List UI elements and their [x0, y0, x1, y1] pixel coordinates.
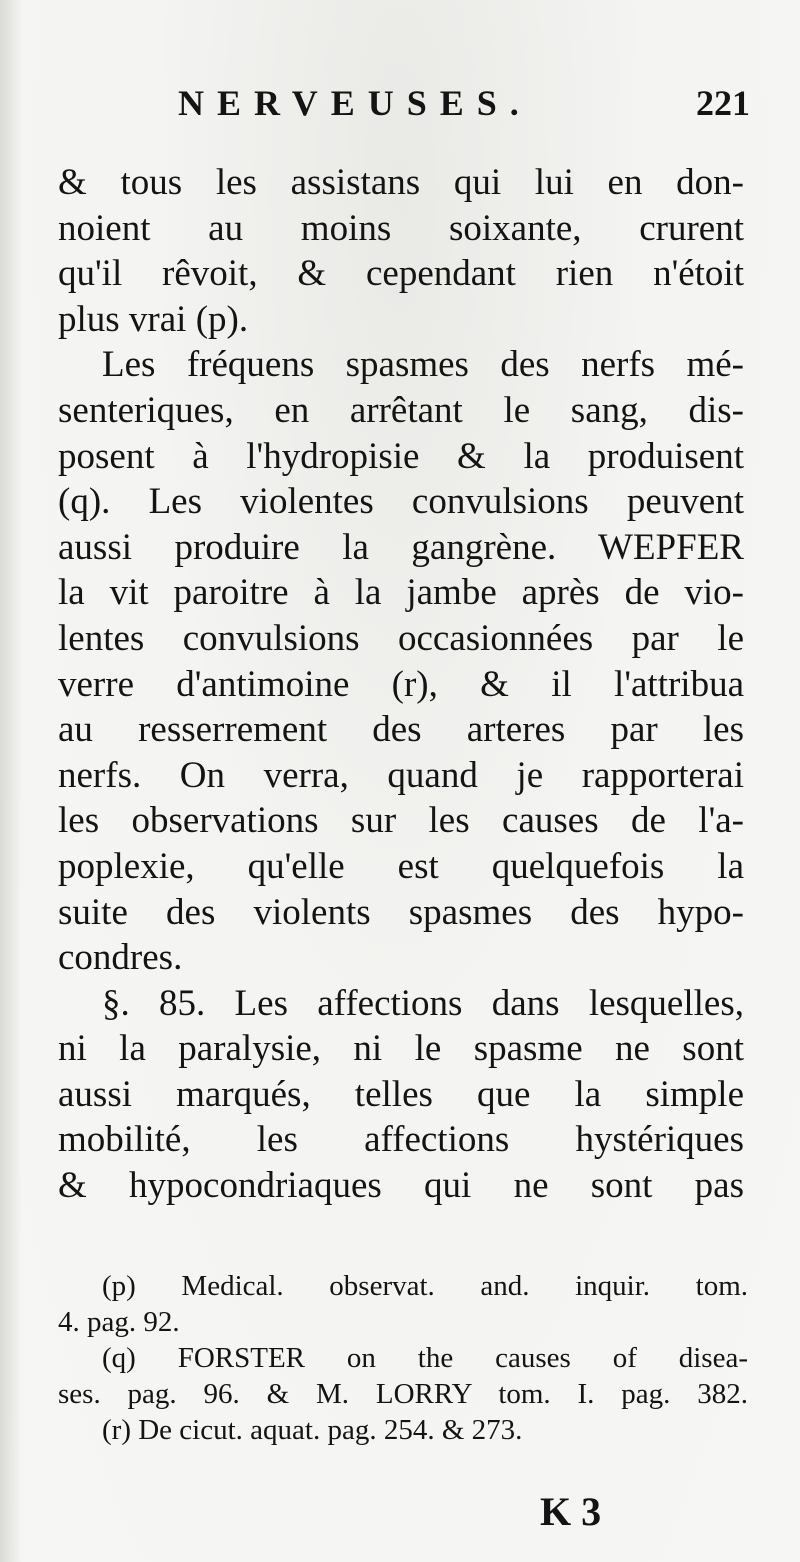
text-line: aussi produire la gangrène. WEPFER: [58, 526, 744, 568]
page-gutter-shadow: [0, 0, 22, 1562]
text-line: mobilité, les affections hystériques: [58, 1119, 744, 1161]
footnote-line: (q) FORSTER on the causes of disea-: [102, 1342, 748, 1374]
text-line: qu'il rêvoit, & cependant rien n'étoit: [58, 253, 744, 295]
text-line: la vit paroitre à la jambe après de vio-: [58, 572, 744, 614]
text-line: posent à l'hydropisie & la produisent: [58, 435, 744, 477]
footnote-line: ses. pag. 96. & M. LORRY tom. I. pag. 382.: [58, 1378, 748, 1410]
text-line: & hypocondriaques qui ne sont pas: [58, 1165, 744, 1207]
page-number: 221: [696, 83, 750, 123]
text-line: verre d'antimoine (r), & il l'attribua: [58, 663, 744, 705]
footnote-line: (p) Medical. observat. and. inquir. tom.: [102, 1270, 748, 1302]
text-line: nerfs. On verra, quand je rapporterai: [58, 754, 744, 796]
text-line: ni la paralysie, ni le spasme ne sont: [58, 1028, 744, 1070]
footnotes: [58, 1268, 748, 1448]
main-text: [58, 160, 744, 1209]
running-head: NERVEUSES.: [178, 83, 532, 123]
text-line: au resserrement des arteres par les: [58, 709, 744, 751]
text-line: noient au moins soixante, crurent: [58, 207, 744, 249]
text-line: plus vrai (p).: [58, 298, 249, 340]
footnote-line: 4. pag. 92.: [58, 1306, 180, 1338]
text-line: Les fréquens spasmes des nerfs mé-: [102, 344, 744, 386]
text-line: poplexie, qu'elle est quelquefois la: [58, 845, 744, 887]
text-line: les observations sur les causes de l'a-: [58, 800, 744, 842]
text-line: suite des violents spasmes des hypo-: [58, 891, 744, 933]
text-line: lentes convulsions occasionnées par le: [58, 617, 744, 659]
page-header: [178, 82, 750, 132]
footnote-line: (r) De cicut. aquat. pag. 254. & 273.: [102, 1414, 523, 1446]
text-line: aussi marqués, telles que la simple: [58, 1073, 744, 1115]
signature-mark: K 3: [540, 1489, 602, 1534]
text-line: §. 85. Les affections dans lesquelles,: [102, 982, 744, 1024]
text-line: condres.: [58, 937, 183, 979]
text-line: & tous les assistans qui lui en don-: [58, 162, 744, 203]
text-line: senteriques, en arrêtant le sang, dis-: [58, 389, 744, 431]
text-line: (q). Les violentes convulsions peuvent: [58, 481, 744, 523]
